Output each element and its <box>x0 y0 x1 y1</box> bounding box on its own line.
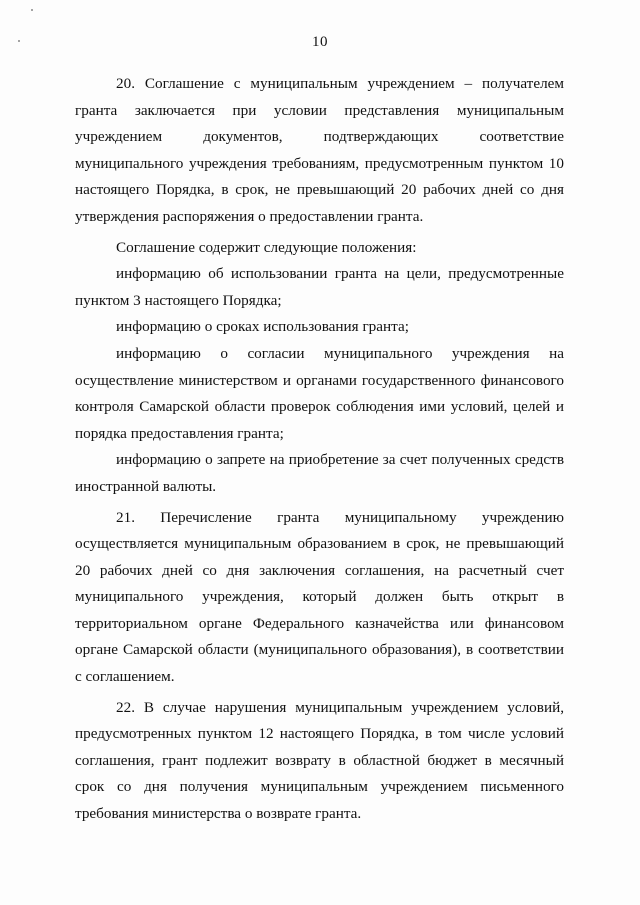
agreement-item-currency-ban: информацию о запрете на приобретение за счет полученных средств иностранной валюты. <box>75 451 564 495</box>
scan-speck <box>31 9 33 11</box>
paragraph-21: 21. Перечисление гранта муниципальному учреждению осуществляется муниципальным образованием в срок, не превышающий 20 рабочих дней со дня заключения соглашения, на расчетный счет муниципального учреждения, который должен быть открыт в территориальном органе Федерального казначейства или финансовом органе Самарской области (муниципального образования), в соответствии с соглашением. <box>75 508 564 686</box>
agreement-item-purpose: информацию об использовании гранта на цели, предусмотренные пунктом 3 настоящего Порядка; <box>75 265 564 309</box>
page-number: 10 <box>312 34 328 50</box>
agreement-intro: Соглашение содержит следующие положения: <box>116 238 417 256</box>
agreement-item-terms: информацию о сроках использования гранта; <box>116 318 409 336</box>
document-body <box>75 71 564 828</box>
paragraph-22: 22. В случае нарушения муниципальным учреждением условий, предусмотренных пунктом 12 настоящего Порядка, в том числе условий соглашения, грант подлежит возврату в областной бюджет в месячный срок со дня получения муниципальным учреждением письменного требования министерства о возврате гранта. <box>75 698 564 823</box>
paragraph-20: 20. Соглашение с муниципальным учреждением – получателем гранта заключается при условии представления муниципальным учреждением документов, подтверждающих соответствие муниципального учреждения требованиям, предусмотренным пунктом 10 настоящего Порядка, в срок, не превышающий 20 рабочих дней со дня утверждения распоряжения о предоставлении гранта. <box>75 75 564 225</box>
agreement-item-consent: информацию о согласии муниципального учреждения на осуществление министерством и органами государственного финансового контроля Самарской области проверок соблюдения ими условий, целей и порядка предоставления гранта; <box>75 344 564 442</box>
